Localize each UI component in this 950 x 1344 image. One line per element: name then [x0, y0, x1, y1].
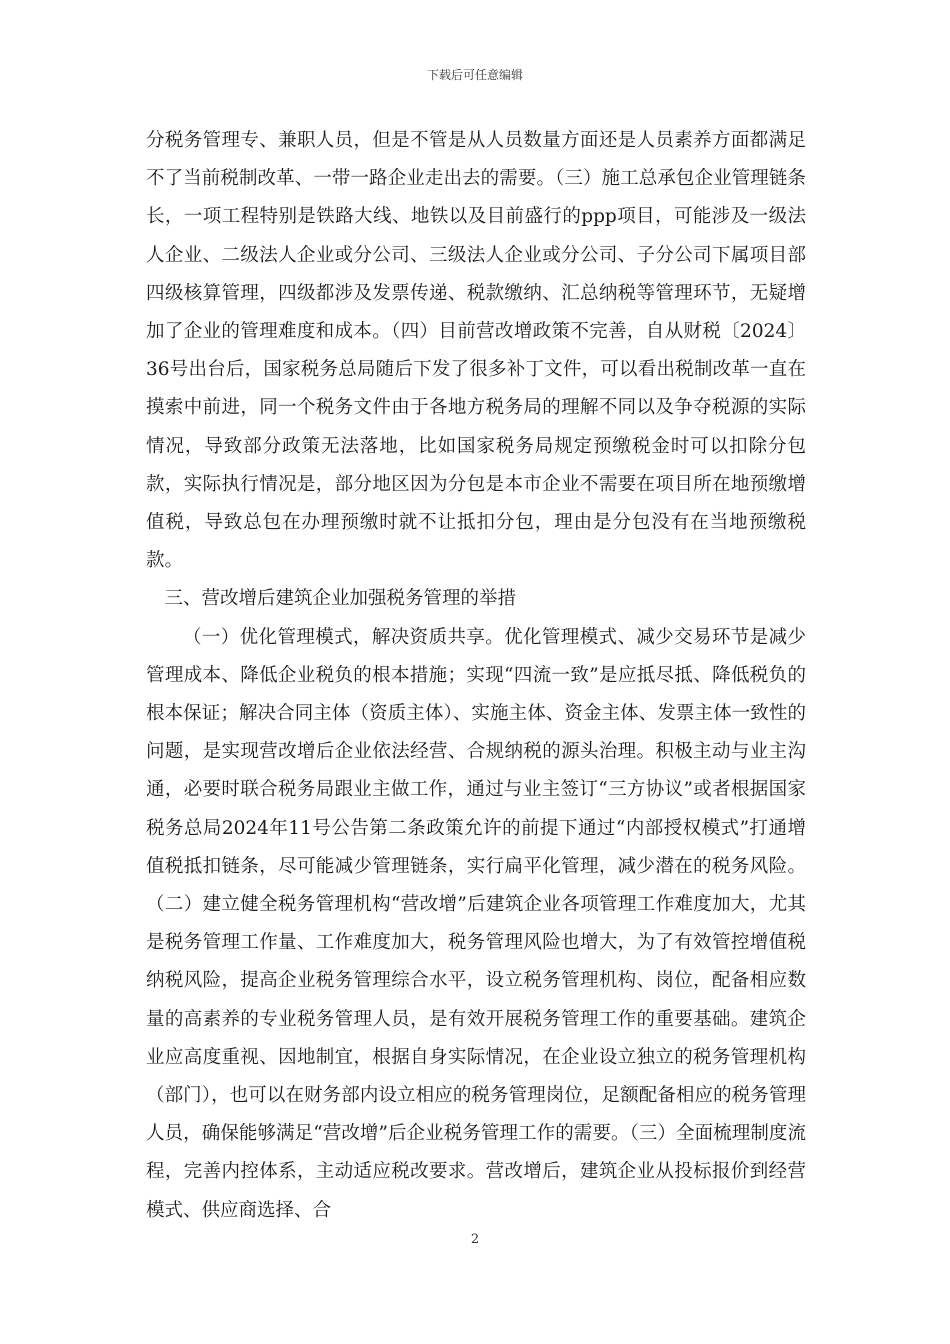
page-header: 下载后可任意编辑 — [426, 68, 523, 82]
document-body — [146, 122, 806, 1230]
body-paragraph-measures: （一）优化管理模式，解决资质共享。优化管理模式、减少交易环节是减少管理成本、降低企业税负的根本措施；实现“四流一致”是应抵尽抵、降低税负的根本保证；解决合同主体（资质主体）、实施主体、资金主体、发票主体一致性的问题，是实现营改增后企业依法经营、合规纳税的源头治理。积极主动与业主沟通，必要时联合税务局跟业主做工作，通过与业主签订“三方协议”或者根据国家税务总局2024年11号公告第二条政策允许的前提下通过“内部授权模式”打通增值税抵扣链条，尽可能减少管理链条，实行扁平化管理，减少潜在的税务风险。（二）建立健全税务管理机构“营改增”后建筑企业各项管理工作难度加大，尤其是税务管理工作量、工作难度加大，税务管理风险也增大，为了有效管控增值税纳税风险，提高企业税务管理综合水平，设立税务管理机构、岗位，配备相应数量的高素养的专业税务管理人员，是有效开展税务管理工作的重要基础。建筑企业应高度重视、因地制宜，根据自身实际情况，在企业设立独立的税务管理机构（部门），也可以在财务部内设立相应的税务管理岗位，足额配备相应的税务管理人员，确保能够满足“营改增”后企业税务管理工作的需要。（三）全面梳理制度流程，完善内控体系，主动适应税改要求。营改增后，建筑企业从投标报价到经营模式、供应商选择、合 — [146, 626, 806, 1221]
section-heading: 三、营改增后建筑企业加强税务管理的举措 — [164, 588, 517, 610]
body-paragraph-continued: 分税务管理专、兼职人员，但是不管是从人员数量方面还是人员素养方面都满足不了当前税制改革、一带一路企业走出去的需要。（三）施工总承包企业管理链条长，一项工程特别是铁路大线、地铁以及目前盛行的ppp项目，可能涉及一级法人企业、二级法人企业或分公司、三级法人企业或分公司、子分公司下属项目部四级核算管理，四级都涉及发票传递、税款缴纳、汇总纳税等管理环节，无疑增加了企业的管理难度和成本。（四）目前营改增政策不完善，自从财税〔2024〕36号出台后，国家税务总局随后下发了很多补丁文件，可以看出税制改革一直在摸索中前进，同一个税务文件由于各地方税务局的理解不同以及争夺税源的实际情况，导致部分政策无法落地，比如国家税务局规定预缴税金时可以扣除分包款，实际执行情况是，部分地区因为分包是本市企业不需要在项目所在地预缴增值税，导致总包在办理预缴时就不让抵扣分包，理由是分包没有在当地预缴税款。 — [146, 130, 806, 572]
page-number: 2 — [470, 1232, 480, 1247]
